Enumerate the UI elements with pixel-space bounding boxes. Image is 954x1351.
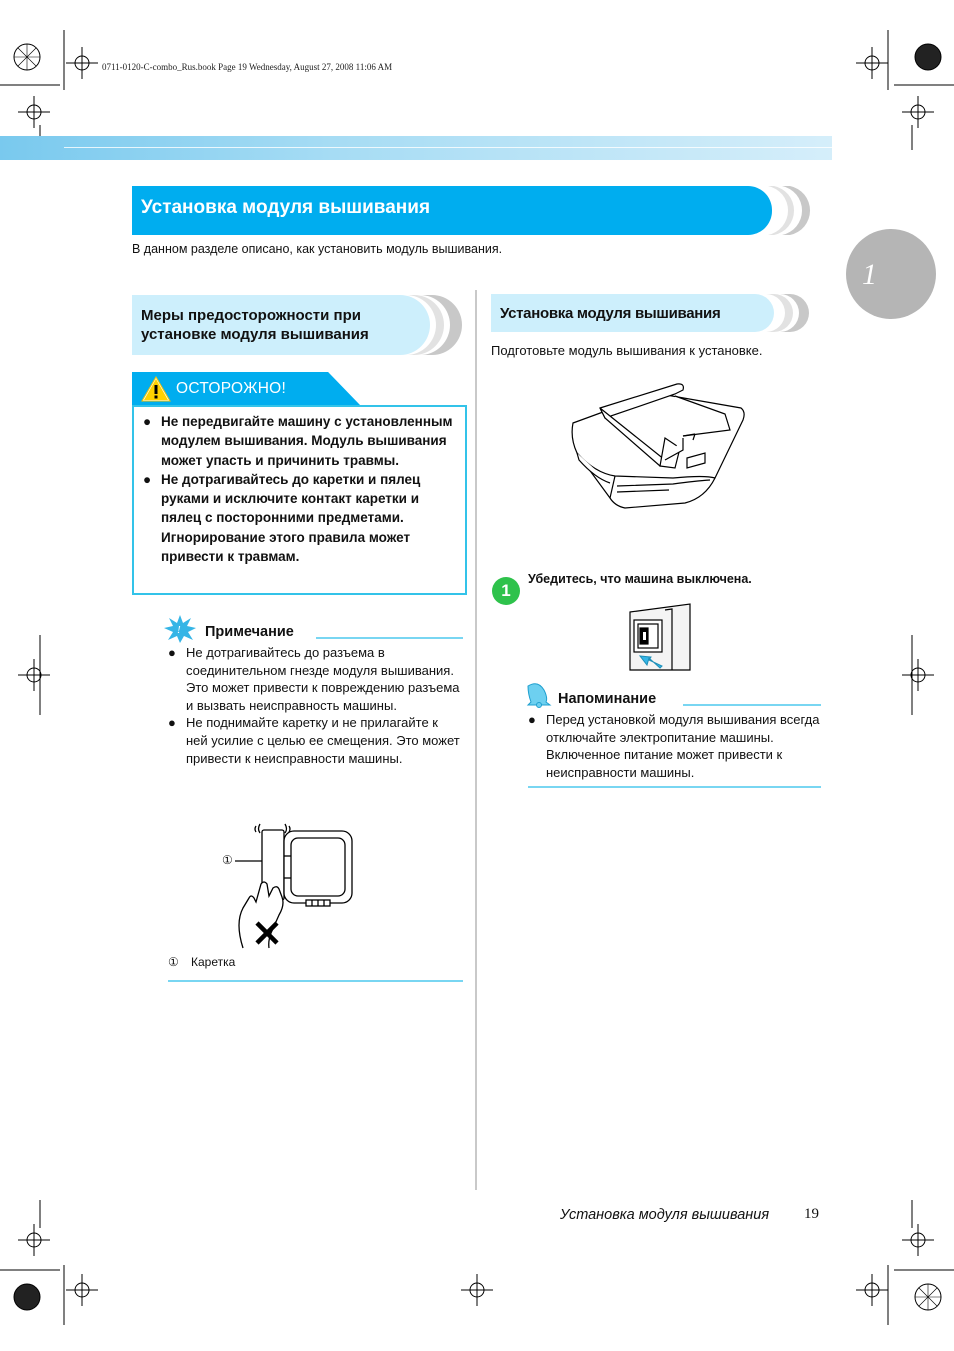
carriage-illustration	[215, 818, 360, 953]
reminder-title-rule	[683, 704, 821, 706]
note-icon	[164, 615, 196, 643]
chapter-tab	[846, 229, 936, 319]
note-list	[168, 644, 463, 767]
embroidery-unit-illustration	[565, 378, 747, 518]
footer-title: Установка модуля вышивания	[560, 1207, 770, 1223]
subtitle-line: установке модуля вышивания	[141, 326, 369, 343]
header-band	[0, 136, 832, 160]
power-switch-illustration	[620, 602, 695, 674]
subtitle-line: Меры предосторожности при	[141, 307, 361, 324]
note-end-rule	[168, 980, 463, 982]
intro-text: В данном разделе описано, как установить модуль вышивания.	[132, 242, 503, 256]
note-title: Примечание	[205, 624, 294, 640]
caution-list	[143, 412, 459, 566]
section-subtitle-right: Установка модуля вышивания	[500, 305, 721, 322]
callout-marker: ①	[222, 853, 233, 867]
caption-text: Каретка	[191, 955, 236, 969]
warning-icon	[141, 376, 171, 402]
list-item: ● Не дотрагивайтесь до разъема в соединительном гнезде модуля вышивания. Это может привести к повреждению разъема и вызвать неисправность машины.	[168, 644, 463, 714]
reminder-end-rule	[528, 786, 821, 788]
list-item: ● Не поднимайте каретку и не прилагайте к ней усилие с целью ее смещения. Это может привести к неисправности машины.	[168, 714, 463, 767]
section-subtitle-left	[141, 306, 369, 344]
prepare-text: Подготовьте модуль вышивания к установке.	[491, 343, 763, 358]
reminder-list	[528, 711, 820, 781]
reminder-bell-icon	[522, 680, 552, 708]
list-item: ● Не передвигайте машину с установленным модулем вышивания. Модуль вышивания может упасть и причинить травмы.	[143, 412, 459, 470]
page-number: 19	[804, 1206, 819, 1222]
chapter-number: 1	[862, 258, 877, 291]
column-divider	[475, 290, 477, 1190]
reminder-title: Напоминание	[558, 691, 657, 707]
caution-label: ОСТОРОЖНО!	[176, 380, 287, 397]
page-title: Установка модуля вышивания	[141, 197, 431, 218]
note-title-rule	[316, 637, 463, 639]
header-line	[64, 147, 832, 148]
step-text: Убедитесь, что машина выключена.	[528, 572, 752, 586]
book-info: 0711-0120-C-combo_Rus.book Page 19 Wednesday, August 27, 2008 11:06 AM	[102, 62, 393, 72]
caption-marker: ①	[168, 955, 179, 969]
svg-text:!: !	[177, 624, 181, 636]
list-item: ● Перед установкой модуля вышивания всегда отключайте электропитание машины. Включенное питание может привести к неисправности машины.	[528, 711, 820, 781]
list-item: ● Не дотрагивайтесь до каретки и пялец руками и исключите контакт каретки и пялец с посторонними предметами. Игнорирование этого правила может привести к травмам.	[143, 470, 459, 566]
step-number: 1	[492, 577, 520, 605]
